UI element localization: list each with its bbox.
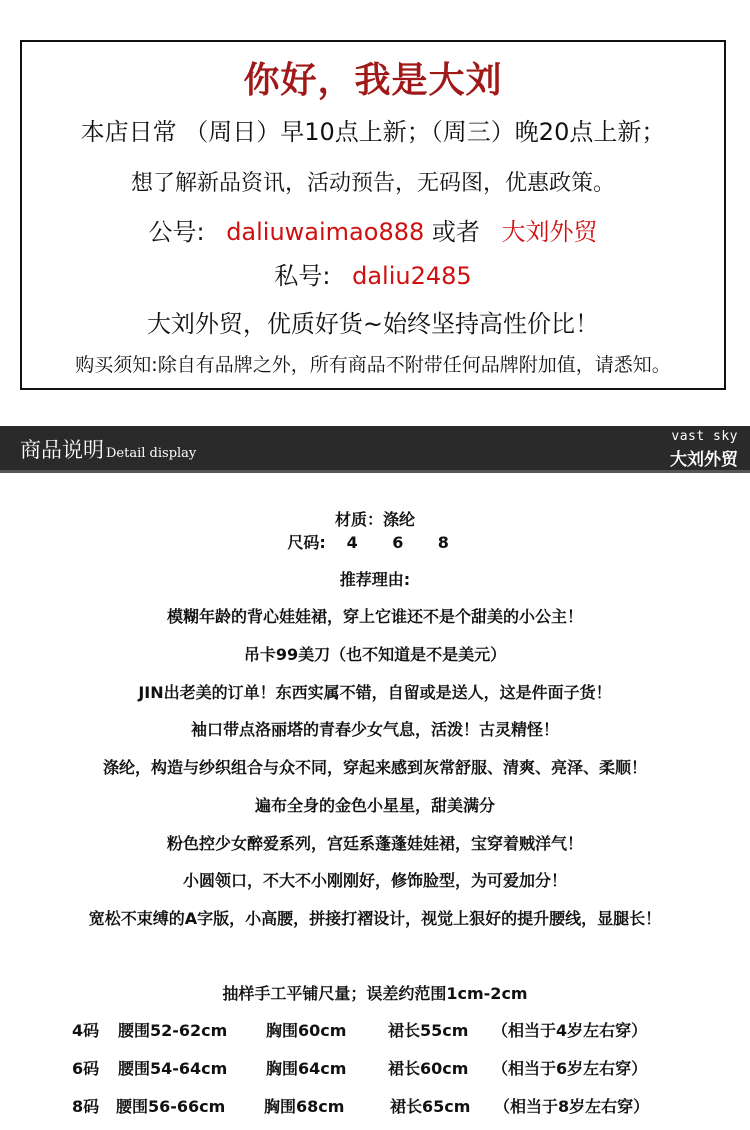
measure-title: 抽样手工平铺尺量；误差约范围1cm-2cm xyxy=(222,984,528,1003)
reason-item: 吊卡99美刀（也不知道是不是美元） xyxy=(243,645,507,664)
measure-age: （相当于8岁左右穿） xyxy=(494,1097,650,1116)
section-subtitle: Detail display xyxy=(106,446,197,461)
reason-item: JIN出老美的订单！东西实属不错，自留或是送人，这是件面子货！ xyxy=(138,683,612,702)
measure-length: 裙长65cm xyxy=(390,1097,471,1116)
private-account-id: daliu2485 xyxy=(352,262,472,290)
public-account-name: 大刘外贸 xyxy=(501,218,598,246)
measure-length: 裙长60cm xyxy=(388,1059,469,1078)
reason-item: 涤纶，构造与纱织组合与众不同，穿起来感到灰常舒服、清爽、亮泽、柔顺！ xyxy=(102,758,647,777)
store-notice-box xyxy=(20,40,726,390)
reasons-title: 推荐理由: xyxy=(339,570,411,589)
section-title-cn: 商品说明 xyxy=(20,438,104,462)
public-or: 或者 xyxy=(431,218,480,246)
measure-waist: 腰围52-62cm xyxy=(118,1021,228,1040)
private-label: 私号: xyxy=(274,262,331,290)
info-line: 想了解新品资讯，活动预告，无码图，优惠政策。 xyxy=(130,171,615,196)
reason-item: 宽松不束缚的A字版，小高腰，拼接打褶设计，视觉上狠好的提升腰线，显腿长！ xyxy=(88,909,662,928)
measure-size: 8码 xyxy=(72,1097,100,1116)
measure-age: （相当于6岁左右穿） xyxy=(492,1059,648,1078)
brand-mark xyxy=(670,429,738,470)
measure-age: （相当于4岁左右穿） xyxy=(492,1021,648,1040)
measure-size: 4码 xyxy=(72,1021,100,1040)
private-account-line xyxy=(22,256,724,291)
greeting-title: 你好，我是大刘 xyxy=(243,60,503,101)
measure-size: 6码 xyxy=(72,1059,100,1078)
reason-item: 袖口带点洛丽塔的青春少女气息，活泼！古灵精怪！ xyxy=(190,720,559,739)
size-line xyxy=(0,530,750,553)
reason-item: 小圆领口，不大不小刚刚好，修饰脸型，为可爱加分！ xyxy=(182,871,567,890)
measure-chest: 胸围68cm xyxy=(264,1097,345,1116)
reason-item: 粉色控少女醉爱系列，宫廷系蓬蓬娃娃裙，宝穿着贼洋气！ xyxy=(166,834,583,853)
size-label: 尺码: xyxy=(287,533,326,552)
size-option: 8 xyxy=(437,533,449,552)
brand-en: vast sky xyxy=(671,429,738,444)
measure-length: 裙长55cm xyxy=(388,1021,469,1040)
update-schedule: 本店日常 （周日）早10点上新；（周三）晚20点上新； xyxy=(80,118,666,146)
reason-item: 遍布全身的金色小星星，甜美满分 xyxy=(254,796,495,815)
measure-chest: 胸围64cm xyxy=(266,1059,347,1078)
reason-item: 模糊年龄的背心娃娃裙，穿上它谁还不是个甜美的小公主！ xyxy=(166,607,583,626)
slogan: 大刘外贸，优质好货~始终坚持高性价比！ xyxy=(146,310,600,338)
material-line: 材质：涤纶 xyxy=(334,510,415,529)
measure-waist: 腰围56-66cm xyxy=(116,1097,226,1116)
section-header-bar xyxy=(0,426,750,473)
measure-waist: 腰围54-64cm xyxy=(118,1059,228,1078)
public-account-line xyxy=(22,212,724,247)
size-option: 4 xyxy=(346,533,358,552)
public-account-id: daliuwaimao888 xyxy=(226,218,425,246)
brand-cn: 大刘外贸 xyxy=(670,450,738,470)
size-option: 6 xyxy=(392,533,404,552)
section-title xyxy=(20,434,196,464)
purchase-notice: 购买须知:除自有品牌之外，所有商品不附带任何品牌附加值，请悉知。 xyxy=(75,354,671,376)
measure-chest: 胸围60cm xyxy=(266,1021,347,1040)
public-label: 公号: xyxy=(148,218,205,246)
